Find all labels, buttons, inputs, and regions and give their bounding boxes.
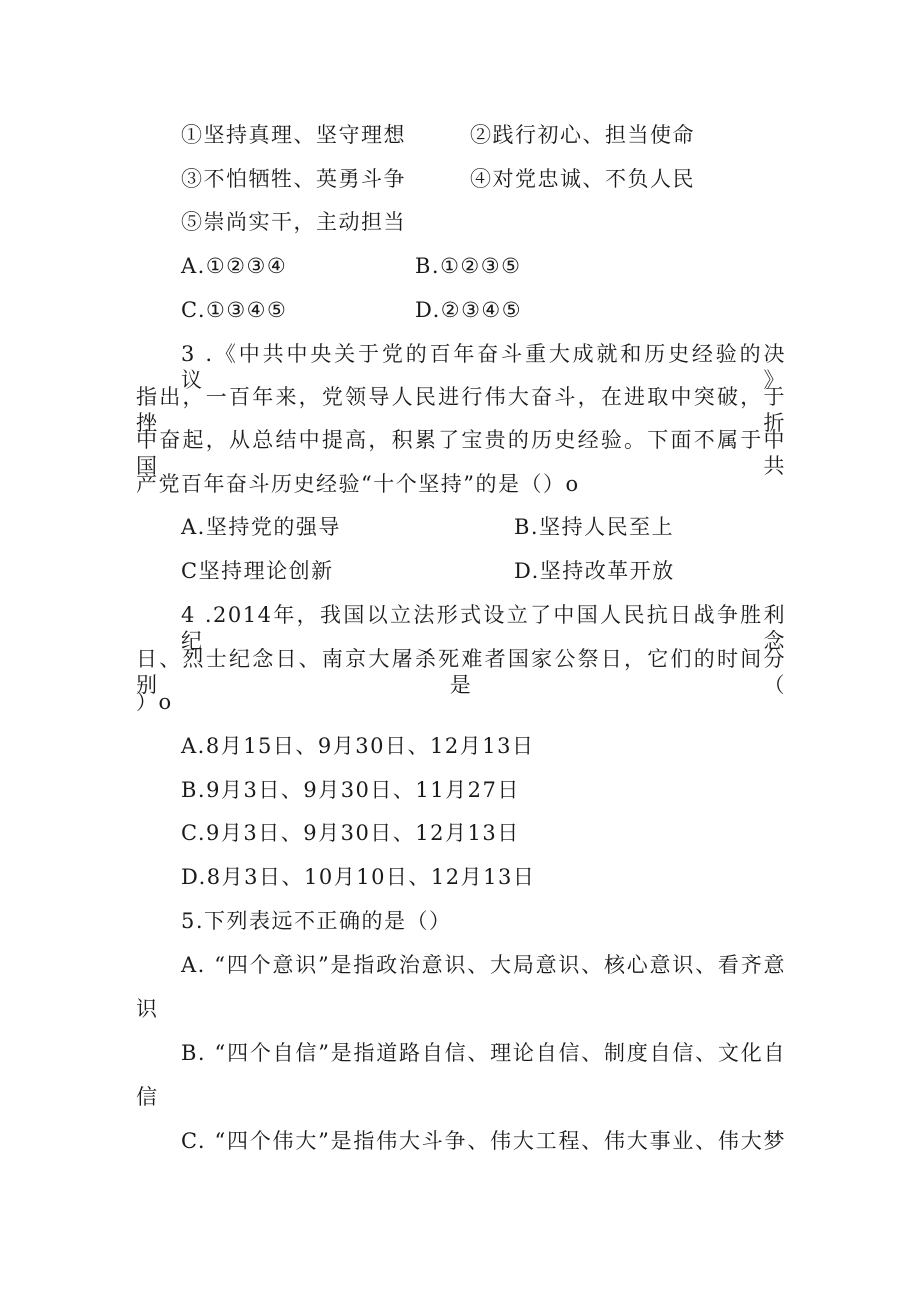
q4-stem-line-2: 日、烈士纪念日、南京大屠杀死难者国家公祭日，它们的时间分别是（ — [136, 647, 786, 697]
q3-stem-line-2: 指出，一百年来，党领导人民进行伟大奋斗，在进取中突破，于挫折 — [136, 385, 786, 435]
q3-option-c: C坚持理论创新 — [181, 559, 334, 583]
q2-option-c: C.①③④⑤ — [181, 298, 288, 322]
q4-stem-line-3: ）o — [136, 690, 173, 714]
q3-option-b: B.坚持人民至上 — [514, 515, 675, 539]
q5-option-b-line-2: 信 — [136, 1085, 159, 1109]
q5-stem: 5.下列表远不正确的是（） — [181, 909, 452, 933]
q3-stem-line-4: 产党百年奋斗历史经验“十个坚持”的是（）o — [136, 472, 580, 496]
q5-option-a-line-2: 识 — [136, 997, 159, 1021]
q2-item-3: ③不怕牺牲、英勇斗争 — [181, 167, 406, 191]
q3-option-d: D.坚持改革开放 — [514, 559, 675, 583]
q3-option-a: A.坚持党的强导 — [181, 515, 341, 539]
q4-option-c: C.9月3日、9月30日、12月13日 — [181, 821, 520, 845]
q2-item-4: ④对党忠诚、不负人民 — [470, 167, 695, 191]
q3-stem-line-3: 中奋起，从总结中提高，积累了宝贵的历史经验。下面不属于中国共 — [136, 428, 786, 478]
q2-option-d: D.②③④⑤ — [415, 298, 523, 322]
q5-option-c-line-1: C. “四个伟大”是指伟大斗争、伟大工程、伟大事业、伟大梦 — [181, 1129, 786, 1153]
q2-item-2: ②践行初心、担当使命 — [470, 123, 695, 147]
q4-option-b: B.9月3日、9月30日、11月27日 — [181, 778, 520, 802]
q2-option-a: A.①②③④ — [181, 254, 288, 278]
q4-option-a: A.8月15日、9月30日、12月13日 — [181, 734, 535, 758]
q2-item-5: ⑤崇尚实干，主动担当 — [181, 210, 406, 234]
q2-option-b: B.①②③⑤ — [415, 254, 522, 278]
q3-stem-line-1: 3 .《中共中央关于党的百年奋斗重大成就和历史经验的决议》 — [181, 342, 786, 392]
q4-option-d: D.8月3日、10月10日、12月13日 — [181, 865, 536, 889]
q4-stem-line-1: 4 .2014年，我国以立法形式设立了中国人民抗日战争胜利纪念 — [181, 603, 786, 653]
q5-option-a-line-1: A. “四个意识”是指政治意识、大局意识、核心意识、看齐意 — [181, 953, 786, 977]
q5-option-b-line-1: B. “四个自信”是指道路自信、理论自信、制度自信、文化自 — [181, 1041, 786, 1065]
q2-item-1: ①坚持真理、坚守理想 — [181, 123, 406, 147]
